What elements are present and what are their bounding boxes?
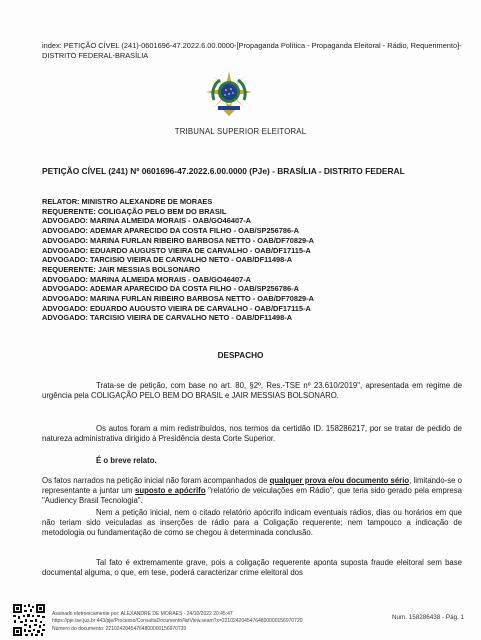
document-number: Número do documento: 22102420454764800000156970720 xyxy=(52,625,187,632)
paragraph-gravity: Tal fato é extremamente grave, pois a coligação requerente aponta suposta fraude eleitoral sem base documental alguma, o que, em tese, poderá caracterizar crime eleitoral dos xyxy=(42,558,462,577)
party-line: ADVOGADO: TARCISIO VIEIRA DE CARVALHO NETO - OAB/DF11498-A xyxy=(42,313,293,323)
consultation-url[interactable]: https://pje.tse.jus.br:443/pje/Processo/ConsultaDocumento/listView.seam?x=22102420454764800000156970720 xyxy=(52,618,303,625)
paragraph-report-analysis: Nem a petição inicial, nem o citado relatório apócrifo indicam eventuais rádios, dias ou horários em que não teriam sido veiculadas as inserções de rádio para a Coligação requerente; nem tampouco a indicação de metodologia ou fundamentação de como se chegou à determinada conclusão. xyxy=(42,508,462,537)
paragraph-redistribution: Os autos foram a mim redistribuídos, nos termos da certidão ID. 158286217, por se tratar de pedido de natureza administrativa dirigido à Presidência desta Corte Superior. xyxy=(42,424,462,443)
facts-emphasis-proof: qualquer prova e/ou documento sério xyxy=(269,476,410,485)
party-line: ADVOGADO: MARINA FURLAN RIBEIRO BARBOSA NETTO - OAB/DF70829-A xyxy=(42,294,314,304)
qr-code-icon[interactable] xyxy=(12,603,46,637)
party-line: ADVOGADO: MARINA ALMEIDA MORAIS - OAB/GO46407-A xyxy=(42,274,252,284)
party-line: REQUERENTE: JAIR MESSIAS BOLSONARO xyxy=(42,264,201,274)
signature-block xyxy=(52,611,352,633)
brazil-coat-of-arms-icon xyxy=(205,70,253,118)
paragraph-facts xyxy=(42,476,462,506)
parties-list xyxy=(42,197,462,323)
party-line: ADVOGADO: ADEMAR APARECIDO DA COSTA FILHO - OAB/SP256786-A xyxy=(42,226,299,236)
tribunal-name: TRIBUNAL SUPERIOR ELEITORAL xyxy=(174,127,307,136)
party-line: ADVOGADO: MARINA FURLAN RIBEIRO BARBOSA NETTO - OAB/DF70829-A xyxy=(42,235,314,245)
paragraph-petition: Trata-se de petição, com base no art. 80, §2º, Res.-TSE nº 23.610/2019", apresentada em regime de urgência pela COLIGAÇÃO PELO BEM DO BRASIL e JAIR MESSIAS BOLSONARO. xyxy=(42,381,462,400)
party-line: ADVOGADO: TARCISIO VIEIRA DE CARVALHO NETO - OAB/DF11498-A xyxy=(42,255,293,265)
signature-line: Assinado eletronicamente por: ALEXANDRE DE MORAES - 24/10/2022 20:45:47 xyxy=(52,611,233,617)
facts-emphasis-apocryphal: suposto e apócrifo xyxy=(135,486,206,495)
brief-report-heading: É o breve relato. xyxy=(96,456,157,465)
facts-text: Os fatos narrados na petição inicial não foram acompanhados de xyxy=(42,476,270,485)
party-line: ADVOGADO: EDUARDO AUGUSTO VIEIRA DE CARVALHO - OAB/DF17115-A xyxy=(42,245,311,255)
case-title: PETIÇÃO CÍVEL (241) Nº 0601696-47.2022.6.00.0000 (PJe) - BRASÍLIA - DISTRITO FEDERAL xyxy=(42,166,405,176)
party-line: RELATOR: MINISTRO ALEXANDRE DE MORAES xyxy=(42,197,213,206)
document-index-line: index: PETIÇÃO CÍVEL (241)-0601696-47.2022.6.00.0000-[Propaganda Política - Propaganda Eleitoral - Rádio, Requerimento]-DISTRITO FEDERAL-BRASÍLIA xyxy=(42,41,462,60)
party-line: ADVOGADO: EDUARDO AUGUSTO VIEIRA DE CARVALHO - OAB/DF17115-A xyxy=(42,303,311,313)
party-line: ADVOGADO: ADEMAR APARECIDO DA COSTA FILHO - OAB/SP256786-A xyxy=(42,284,299,294)
despacho-heading: DESPACHO xyxy=(217,351,264,360)
facts-text: , limitando-se o representante a juntar um xyxy=(42,476,463,495)
facts-text: "relatório de veiculações em Rádio", que teria sido gerado pela empresa "Audiency Brasil Tecnologia". xyxy=(42,486,462,505)
party-line: REQUERENTE: COLIGAÇÃO PELO BEM DO BRASIL xyxy=(42,206,227,216)
party-line: ADVOGADO: MARINA ALMEIDA MORAIS - OAB/GO46407-A xyxy=(42,216,252,226)
page-number: Num. 158286438 - Pág. 1 xyxy=(392,614,465,621)
